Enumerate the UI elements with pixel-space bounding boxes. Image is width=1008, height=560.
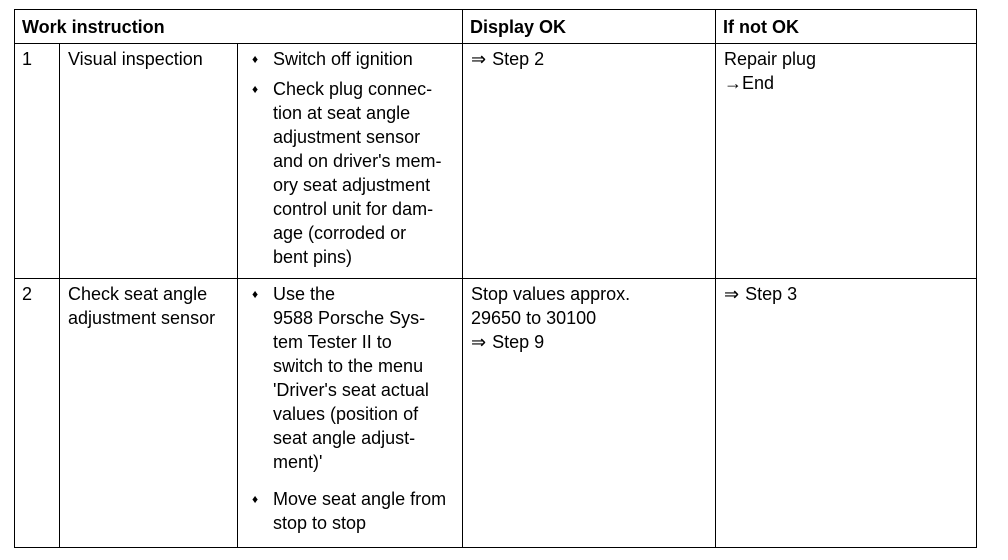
step-number: 2 (15, 279, 60, 548)
display-ok-cell (463, 279, 716, 548)
header-work-instruction: Work instruction (15, 10, 463, 44)
display-ok-cell (463, 44, 716, 279)
action-item (248, 47, 456, 71)
action-text: switch to the menu (273, 356, 424, 376)
step-actions (238, 279, 463, 548)
action-text: Switch off ignition (273, 49, 413, 69)
diamond-bullet-icon: ♦ (251, 82, 259, 96)
action-text: values (position of (273, 404, 419, 424)
action-text: stop to stop (273, 513, 367, 533)
action-text: ment)' (273, 452, 323, 472)
action-text: control unit for dam- (273, 199, 434, 219)
action-text: 9588 Porsche Sys- (273, 308, 426, 328)
action-text: age (corroded or (273, 223, 407, 243)
double-right-arrow-icon: ⇒ (471, 332, 487, 352)
right-arrow-icon: → (724, 73, 743, 93)
action-text: bent pins) (273, 247, 353, 267)
action-text: Move seat angle from (273, 489, 447, 509)
diamond-bullet-icon: ♦ (251, 492, 259, 506)
if-not-ok-cell (716, 44, 977, 279)
remedy-text: Repair plug (724, 49, 817, 69)
work-instruction-table (14, 9, 977, 548)
if-not-ok-cell (716, 279, 977, 548)
action-item (248, 487, 456, 535)
table-row (15, 279, 977, 548)
action-text: and on driver's mem- (273, 151, 442, 171)
action-text: tem Tester II to (273, 332, 392, 352)
action-text: Use the (273, 284, 336, 304)
step-name-line: Check seat angle (68, 284, 208, 304)
diamond-bullet-icon: ♦ (251, 52, 259, 66)
action-item (248, 77, 456, 269)
action-text: adjustment sensor (273, 127, 421, 147)
double-right-arrow-icon: ⇒ (471, 49, 487, 69)
display-value-text: 29650 to 30100 (471, 308, 597, 328)
step-name (60, 279, 238, 548)
next-step-text: Step 2 (492, 49, 545, 69)
next-step-text: Step 9 (492, 332, 545, 352)
header-row (15, 10, 977, 44)
action-text: ory seat adjustment (273, 175, 431, 195)
display-value-text: Stop values approx. (471, 284, 631, 304)
header-display-ok: Display OK (463, 10, 716, 44)
action-text: seat angle adjust- (273, 428, 416, 448)
end-text: End (742, 73, 775, 93)
double-right-arrow-icon: ⇒ (724, 284, 740, 304)
step-name-line: adjustment sensor (68, 308, 216, 328)
diamond-bullet-icon: ♦ (251, 287, 259, 301)
header-if-not-ok: If not OK (716, 10, 977, 44)
action-text: Check plug connec- (273, 79, 433, 99)
action-item (248, 282, 456, 474)
step-actions (238, 44, 463, 279)
table-row (15, 44, 977, 279)
action-text: 'Driver's seat actual (273, 380, 429, 400)
action-text: tion at seat angle (273, 103, 411, 123)
step-number: 1 (15, 44, 60, 279)
next-step-text: Step 3 (745, 284, 798, 304)
step-name: Visual inspection (60, 44, 238, 279)
